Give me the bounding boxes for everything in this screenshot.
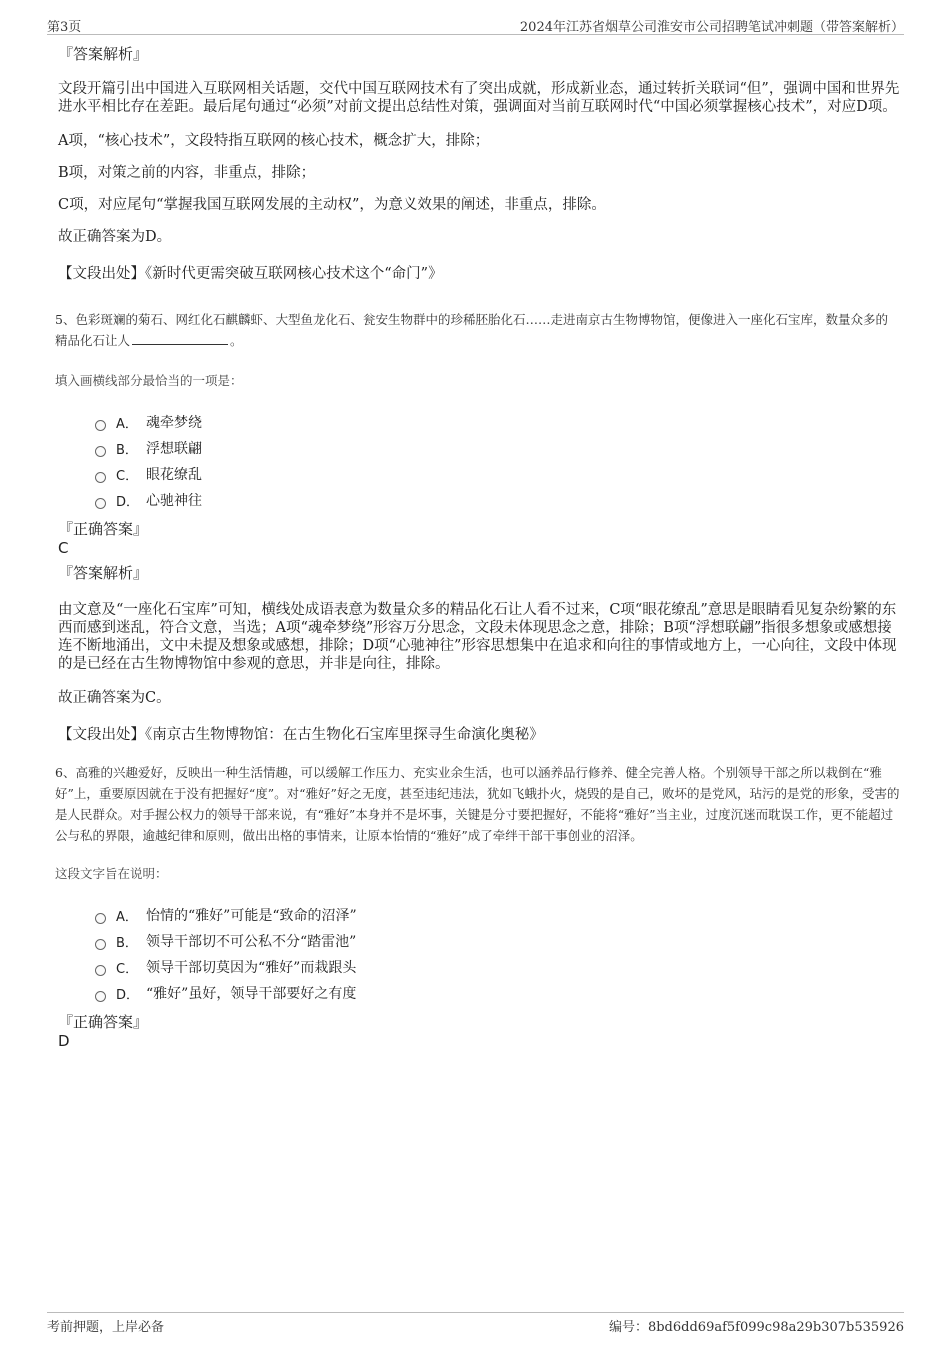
fill-blank (132, 332, 228, 345)
option-text: 魂牵梦绕 (146, 415, 202, 431)
question-stem (55, 309, 900, 351)
correct-answer: C (58, 539, 69, 557)
option-b[interactable] (95, 928, 900, 954)
analysis-paragraph: 故正确答案为C。 (58, 690, 171, 706)
option-text: 浮想联翩 (146, 441, 202, 457)
footer-slogan: 考前押题，上岸必备 (47, 1320, 165, 1335)
radio-icon[interactable] (95, 965, 106, 976)
question-prompt: 这段文字旨在说明： (55, 866, 168, 881)
page-number: 第3页 (47, 20, 82, 35)
passage-source: 【文段出处】《南京古生物博物馆：在古生物化石宝库里探寻生命演化奥秘》 (58, 727, 544, 743)
option-letter: B． (116, 442, 138, 458)
analysis-paragraph: C项，对应尾句“掌握我国互联网发展的主动权”，为意义效果的阐述，非重点，排除。 (58, 197, 606, 213)
option-letter: C． (116, 468, 139, 484)
correct-answer-label: 『正确答案』 (58, 520, 149, 538)
option-text: 怡情的“雅好”可能是“致命的沼泽” (146, 908, 357, 924)
analysis-paragraph: 故正确答案为D。 (58, 229, 172, 245)
option-c[interactable] (95, 461, 900, 487)
option-letter: D． (116, 494, 140, 510)
stem-text: 5、色彩斑斓的菊石、网红化石麒麟虾、大型鱼龙化石、瓮安生物群中的珍稀胚胎化石……走进南京古生物博物馆，便像进入一座化石宝库，数量众多的精品化石让人 (55, 312, 888, 348)
option-list (95, 902, 900, 1006)
radio-icon[interactable] (95, 472, 106, 483)
option-letter: A． (116, 909, 138, 925)
document-title: 2024年江苏省烟草公司淮安市公司招聘笔试冲刺题（带答案解析） (519, 20, 904, 35)
document-code: 编号：8bd6dd69af5f099c98a29b307b535926 (608, 1320, 904, 1335)
option-letter: D． (116, 987, 140, 1003)
option-text: 眼花缭乱 (146, 467, 202, 483)
stem-end: 。 (230, 333, 243, 348)
option-text: 领导干部切莫因为“雅好”而栽跟头 (146, 960, 357, 976)
passage-source: 【文段出处】《新时代更需突破互联网核心技术这个“命门”》 (58, 266, 443, 282)
analysis-paragraph: B项，对策之前的内容，非重点，排除； (58, 165, 316, 181)
radio-icon[interactable] (95, 991, 106, 1002)
option-c[interactable] (95, 954, 900, 980)
page-header (47, 14, 904, 35)
analysis-paragraph: 文段开篇引出中国进入互联网相关话题，交代中国互联网技术有了突出成就，形成新业态，通过转折关联词“但”，强调中国和世界先进水平相比存在差距。最后尾句通过“必须”对前文提出总结性对策，强调面对当前互联网时代“中国必须掌握核心技术”，对应D项。 (58, 81, 900, 115)
option-a[interactable] (95, 409, 900, 435)
option-letter: A． (116, 416, 138, 432)
option-d[interactable] (95, 487, 900, 513)
option-b[interactable] (95, 435, 900, 461)
page-footer (47, 1312, 904, 1335)
analysis-label: 『答案解析』 (58, 45, 149, 63)
option-list (95, 409, 900, 513)
option-text: 领导干部切不可公私不分“踏雷池” (146, 934, 357, 950)
question-prompt: 填入画横线部分最恰当的一项是： (55, 373, 243, 388)
correct-answer: D (58, 1032, 70, 1050)
analysis-paragraph: 由文意及“一座化石宝库”可知，横线处成语表意为数量众多的精品化石让人看不过来，C项“眼花缭乱”意思是眼睛看见复杂纷繁的东西而感到迷乱，符合文意，当选；A项“魂牵梦绕”形容万分思念，文段未体现思念之意，排除；B项“浮想联翩”指很多想象或感想接连不断地涌出，文中未提及想象或感想，排除；D项“心驰神往”形容思想集中在追求和向往的事情或地方上，一心向往，文段中体现的是已经在古生物博物馆中参观的意思，并非是向往，排除。 (58, 602, 897, 672)
option-a[interactable] (95, 902, 900, 928)
page-content (55, 44, 900, 1050)
option-letter: B． (116, 935, 138, 951)
option-d[interactable] (95, 980, 900, 1006)
radio-icon[interactable] (95, 498, 106, 509)
option-letter: C． (116, 961, 139, 977)
correct-answer-label: 『正确答案』 (58, 1013, 149, 1031)
analysis-paragraph: A项，“核心技术”，文段特指互联网的核心技术，概念扩大，排除； (58, 133, 490, 149)
option-text: “雅好”虽好，领导干部要好之有度 (146, 986, 357, 1002)
option-text: 心驰神往 (146, 493, 202, 509)
radio-icon[interactable] (95, 913, 106, 924)
question-stem: 6、高雅的兴趣爱好，反映出一种生活情趣，可以缓解工作压力、充实业余生活，也可以涵养品行修养、健全完善人格。个别领导干部之所以栽倒在“雅好”上，重要原因就在于没有把握好“度”。对“雅好”好之无度，甚至违纪违法，犹如飞蛾扑火，烧毁的是自己，败坏的是党风，玷污的是党的形象，受害的是人民群众。对手握公权力的领导干部来说，有“雅好”本身并不是坏事，关键是分寸要把握好，不能将“雅好”当主业，过度沉迷而耽误工作，更不能超过公与私的界限，逾越纪律和原则，做出出格的事情来，让原本怡情的“雅好”成了牵绊干部干事创业的沼泽。 (55, 765, 900, 843)
analysis-label: 『答案解析』 (58, 564, 149, 582)
radio-icon[interactable] (95, 939, 106, 950)
radio-icon[interactable] (95, 420, 106, 431)
radio-icon[interactable] (95, 446, 106, 457)
